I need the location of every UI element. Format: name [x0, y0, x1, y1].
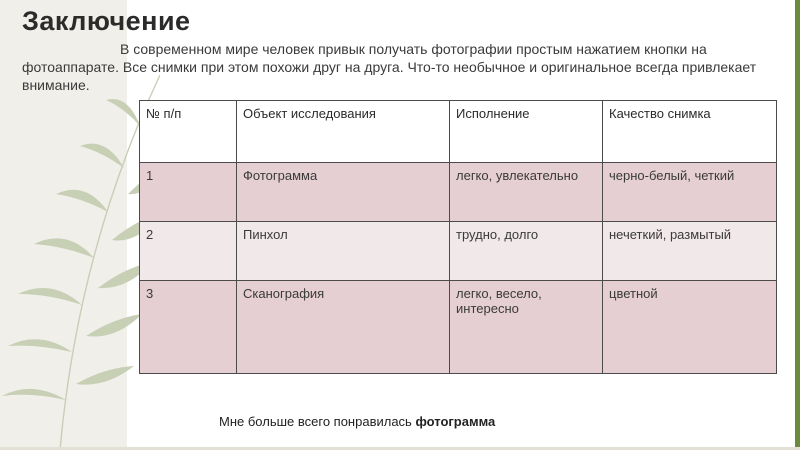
cell-object: Пинхол — [237, 222, 450, 281]
table-row — [140, 222, 777, 281]
cell-quality: цветной — [603, 281, 777, 374]
cell-quality: черно-белый, четкий — [603, 163, 777, 222]
cell-execution: легко, весело, интересно — [450, 281, 603, 374]
cell-num: 3 — [140, 281, 237, 374]
slide-title: Заключение — [22, 6, 191, 36]
conclusion-text: Мне больше всего понравилась — [219, 414, 416, 429]
cell-object: Сканография — [237, 281, 450, 374]
table-row — [140, 281, 777, 374]
header-quality: Качество снимка — [603, 101, 777, 163]
header-execution: Исполнение — [450, 101, 603, 163]
table-row — [140, 163, 777, 222]
cell-object: Фотограмма — [237, 163, 450, 222]
header-num: № п/п — [140, 101, 237, 163]
cell-execution: легко, увлекательно — [450, 163, 603, 222]
conclusion-highlight: фотограмма — [415, 414, 496, 429]
results-table — [139, 100, 777, 374]
header-object: Объект исследования — [237, 101, 450, 163]
accent-border — [795, 0, 800, 450]
cell-num: 1 — [140, 163, 237, 222]
intro-paragraph: В современном мире человек привык получать фотографии простым нажатием кнопки на фотоаппарате. Все снимки при этом похожи друг на друга. Что-то необычное и оригинальное всегда привлекает внимание. — [22, 41, 757, 93]
cell-execution: трудно, долго — [450, 222, 603, 281]
conclusion-note — [219, 414, 495, 429]
table-header-row — [140, 101, 777, 163]
cell-num: 2 — [140, 222, 237, 281]
cell-quality: нечеткий, размытый — [603, 222, 777, 281]
